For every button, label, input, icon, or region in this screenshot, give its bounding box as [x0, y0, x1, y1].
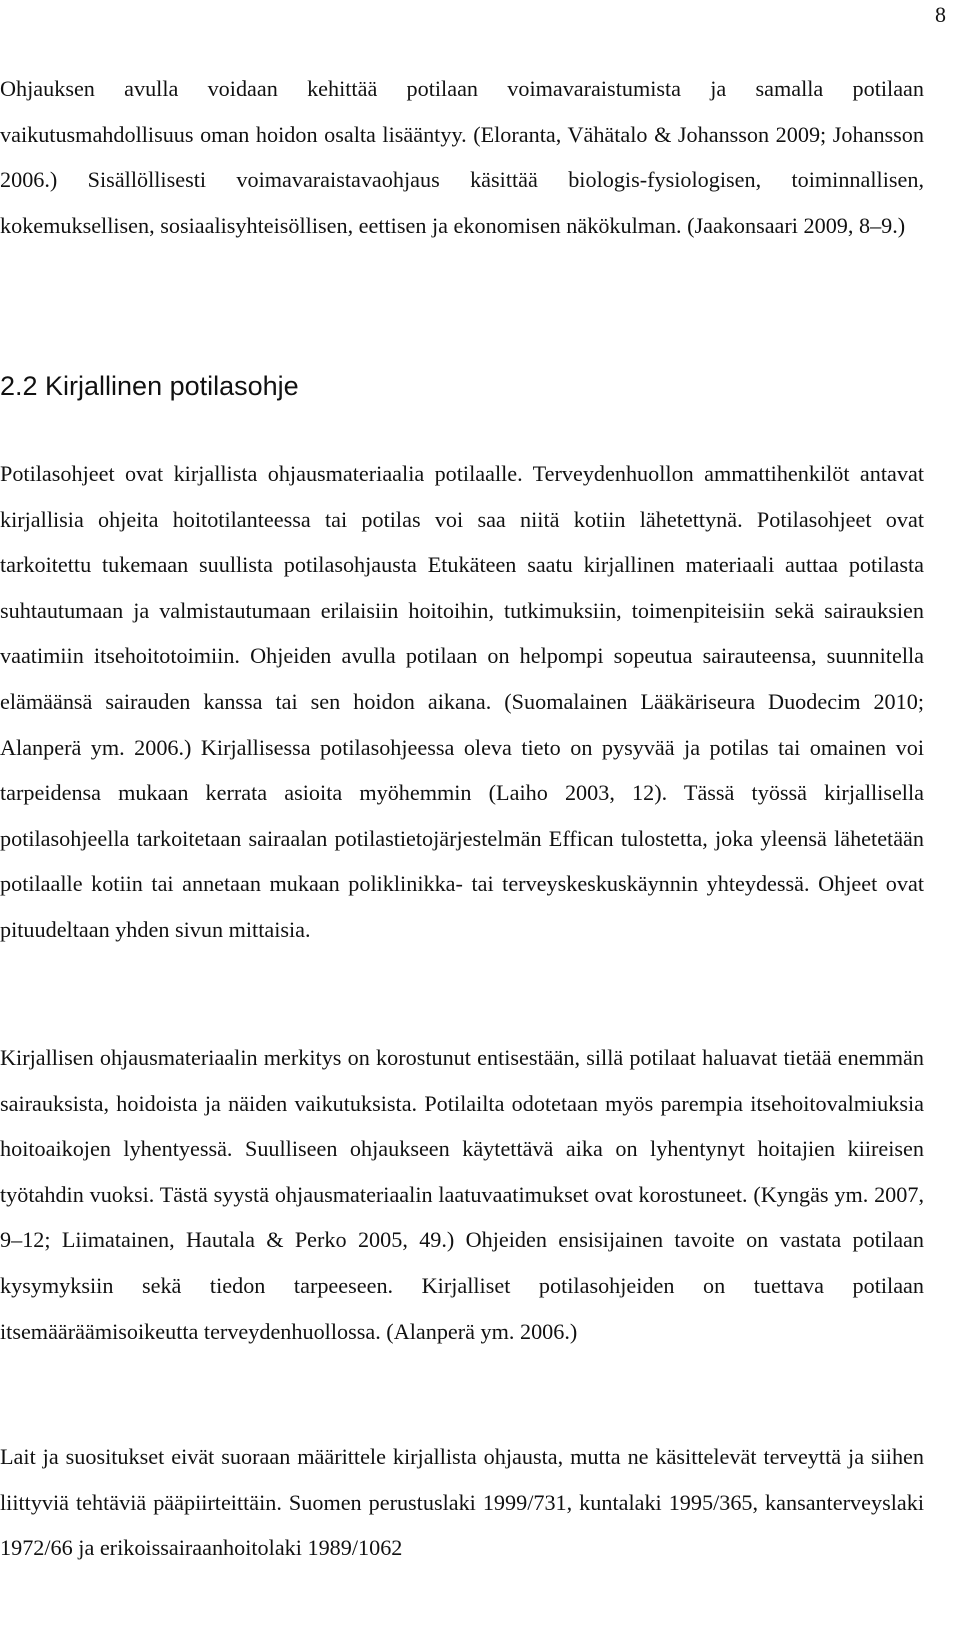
- section-paragraph-1: Potilasohjeet ovat kirjallista ohjausmateriaalia potilaalle. Terveydenhuollon ammattihenkilöt antavat kirjallisia ohjeita hoitotilanteessa tai potilas voi saa niitä kotiin lähetettynä. Potilasohjeet ovat tarkoitettu tukemaan suullista potilasohjausta Etukäteen saatu kirjallinen materiaali auttaa potilasta suhtautumaan ja valmistautumaan erilaisiin hoitoihin, tutkimuksiin, toimenpiteisiin sekä sairauksien vaatimiin itsehoitotoimiin. Ohjeiden avulla potilaan on helpompi sopeutua sairauteensa, suunnitella elämäänsä sairauden kanssa tai sen hoidon aikana. (Suomalainen Lääkäriseura Duodecim 2010; Alanperä ym. 2006.) Kirjallisessa potilasohjeessa oleva tieto on pysyvää ja potilas tai omainen voi tarpeidensa mukaan kerrata asioita myöhemmin (Laiho 2003, 12). Tässä työssä kirjallisella potilasohjeella tarkoitetaan sairaalan potilastietojärjestelmän Effican tulostetta, joka yleensä lähetetään potilaalle kotiin tai annetaan mukaan poliklinikka- tai terveyskeskuskäynnin yhteydessä. Ohjeet ovat pituudeltaan yhden sivun mittaisia.: [0, 461, 924, 942]
- page-number: 8: [935, 2, 946, 27]
- section-paragraph-2: Kirjallisen ohjausmateriaalin merkitys on korostunut entisestään, sillä potilaat haluavat tietää enemmän sairauksista, hoidoista ja näiden vaikutuksista. Potilailta odotetaan myös parempia itsehoitovalmiuksia hoitoaikojen lyhentyessä. Suulliseen ohjaukseen käytettävä aika on lyhentynyt hoitajien kiireisen työtahdin vuoksi. Tästä syystä ohjausmateriaalin laatuvaatimukset ovat korostuneet. (Kyngäs ym. 2007, 9–12; Liimatainen, Hautala & Perko 2005, 49.) Ohjeiden ensisijainen tavoite on vastata potilaan kysymyksiin sekä tiedon tarpeeseen. Kirjalliset potilasohjeiden on tuettava potilaan itsemääräämisoikeutta terveydenhuollossa. (Alanperä ym. 2006.): [0, 1045, 924, 1344]
- section-paragraph-3: Lait ja suositukset eivät suoraan määrittele kirjallista ohjausta, mutta ne käsittelevät terveyttä ja siihen liittyviä tehtäviä pääpiirteittäin. Suomen perustuslaki 1999/731, kuntalaki 1995/365, kansanterveyslaki 1972/66 ja erikoissairaanhoitolaki 1989/1062: [0, 1444, 924, 1560]
- document-body: [0, 66, 924, 1560]
- section-heading: 2.2 Kirjallinen potilasohje: [0, 371, 299, 401]
- intro-paragraph: Ohjauksen avulla voidaan kehittää potilaan voimavaraistumista ja samalla potilaan vaikutusmahdollisuus oman hoidon osalta lisääntyy. (Eloranta, Vähätalo & Johansson 2009; Johansson 2006.) Sisällöllisesti voimavaraistavaohjaus käsittää biologis-fysiologisen, toiminnallisen, kokemuksellisen, sosiaalisyhteisöllisen, eettisen ja ekonomisen näkökulman. (Jaakonsaari 2009, 8–9.): [0, 76, 924, 238]
